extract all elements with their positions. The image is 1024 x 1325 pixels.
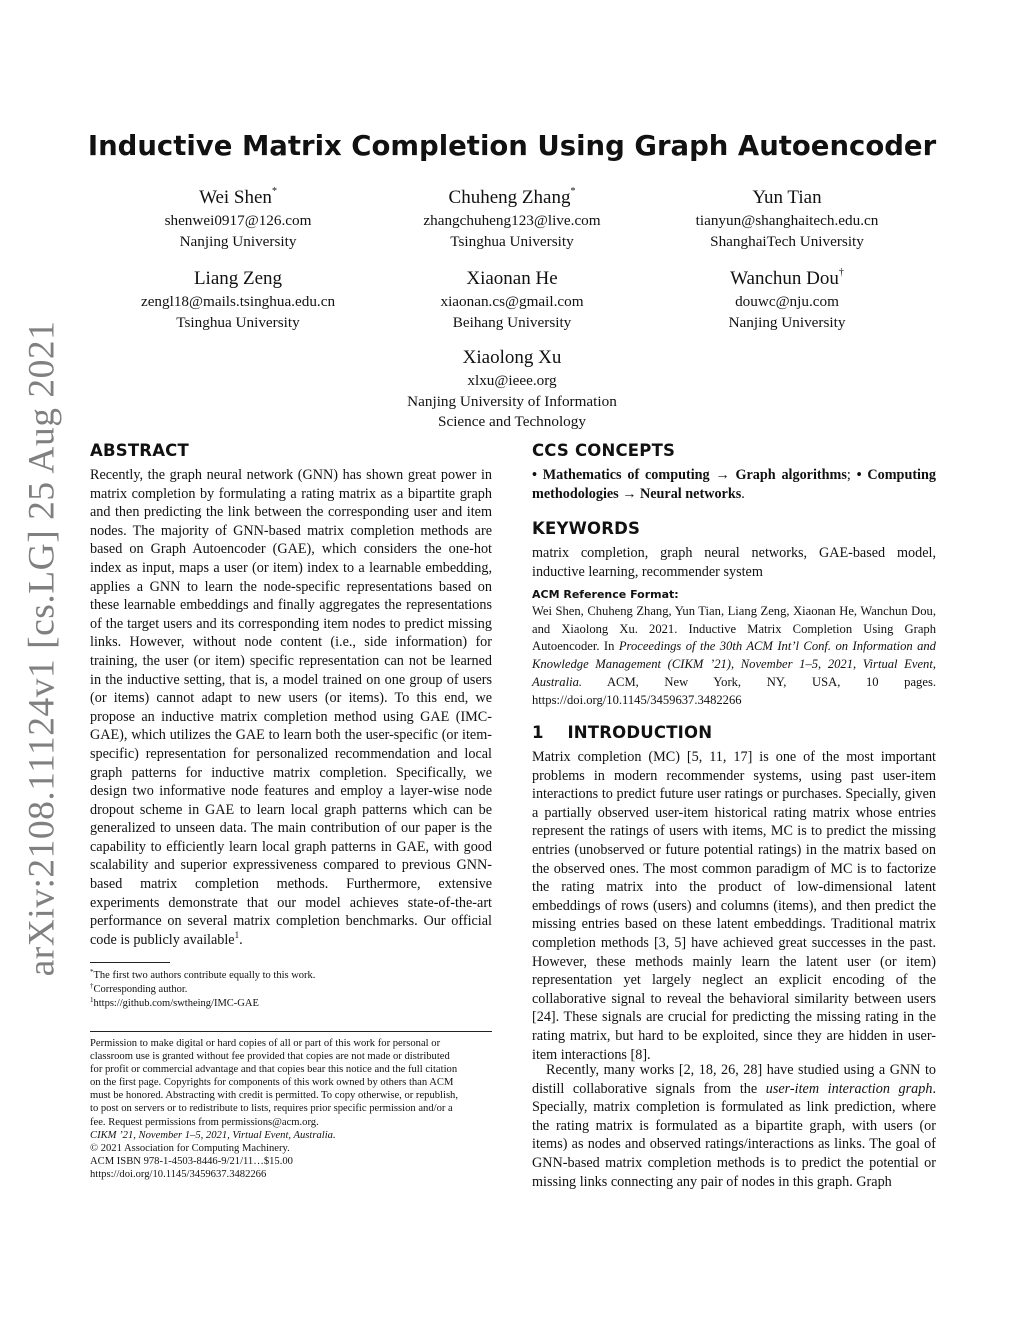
author-block	[362, 185, 662, 252]
author-affiliation: Tsinghua University	[450, 232, 574, 250]
author-block	[637, 185, 937, 252]
author-name: Xiaolong Xu	[462, 347, 562, 368]
author-affiliation: Nanjing University	[728, 313, 846, 331]
isbn-line: ACM ISBN 978-1-4503-8446-9/21/11…$15.00	[90, 1155, 293, 1167]
permission-rule	[90, 1031, 492, 1032]
doi-link[interactable]: https://doi.org/10.1145/3459637.3482266	[90, 1168, 267, 1180]
author-affiliation: Nanjing University	[179, 232, 297, 250]
ccs-concepts: • Mathematics of computing → Graph algorithms; • Computing methodologies → Neural networks.	[532, 467, 936, 502]
footnote: $^1$https://github.com/swtheing/IMC-GAE	[90, 996, 259, 1009]
footnote: †Corresponding author.	[90, 982, 188, 995]
author-email: zhangchuheng123@live.com	[423, 212, 601, 229]
author-name: Liang Zeng	[193, 268, 283, 289]
abstract-text: Recently, the graph neural network (GNN) has shown great power in matrix completion by formulating a rating matrix as a bipartite graph and then predicting the link between the corresponding user and item nodes. The majority of GNN-based matrix completion methods are based on Graph Autoencoder (GAE), which considers the one-hot index as input, maps a user (or item) index to a learnable embedding, applies a GNN to learn the node-specific representations based on these learnable embeddings and finally aggregates the representations of the target users and its corresponding item nodes to predict missing links. However, without node content (i.e., side information) for training, the user (or item) specific representation can not be learned in the inductive setting, that is, a model trained on one group of users (or items) cannot adapt to new users (or items). To this end, we propose an inductive matrix completion method using GAE (IMC-GAE), which utilizes the GAE to learn both the user-specific (or item-specific) representation for personalized recommendation and local graph patterns for inductive matrix completion. Specifically, we design two informative node features and employ a layer-wise node dropout scheme in GAE to learn local graph patterns which can be generalized to unseen data. The main contribution of our paper is the capability to efficiently learn local graph patterns in GAE, with good scalability and superior expressiveness compared to previous GNN-based matrix completion methods. Furthermore, extensive experiments demonstrate that our model achieves state-of-the-art performance on several matrix completion benchmarks. Our official code is publicly available$^1$.	[90, 467, 492, 948]
footnote-ref[interactable]: 1	[234, 929, 240, 940]
ccs-heading: CCS CONCEPTS	[532, 441, 676, 460]
arxiv-id: arXiv:2108.11124v1 [cs.LG] 25 Aug 2021	[21, 320, 63, 976]
author-name: Xiaonan He	[466, 268, 558, 289]
author-affiliation: Tsinghua University	[176, 313, 300, 331]
author-email: tianyun@shanghaitech.edu.cn	[695, 212, 879, 229]
author-email: xiaonan.cs@gmail.com	[440, 293, 584, 310]
author-affiliation-line2: Science and Technology	[438, 413, 586, 430]
author-email: douwc@nju.com	[735, 293, 839, 310]
conference-line: CIKM ’21, November 1–5, 2021, Virtual Event, Australia.	[90, 1129, 336, 1141]
author-block	[88, 185, 388, 252]
paper-title: Inductive Matrix Completion Using Graph Autoencoder	[87, 130, 937, 162]
keywords-heading: KEYWORDS	[532, 519, 641, 538]
author-name: Chuheng Zhang*	[448, 186, 576, 208]
abstract-heading: ABSTRACT	[90, 441, 189, 460]
author-email: zengl18@mails.tsinghua.edu.cn	[140, 293, 336, 310]
author-name: Wei Shen*	[199, 186, 277, 208]
footnote: *The first two authors contribute equally to this work.	[90, 968, 316, 981]
intro-paragraph-2: Recently, many works [2, 18, 26, 28] have studied using a GNN to distill collaborative signals from the user-item interaction graph. Specially, matrix completion is formulated as link prediction, where the rating matrix is formulated as a bipartite graph, with users (or items) as nodes and observed ratings/interactions as links. The goal of GNN-based matrix completion methods is to predict the potential or missing links connecting any pair of nodes in this graph. Graph	[532, 1062, 936, 1190]
author-affiliation: ShanghaiTech University	[710, 232, 864, 250]
code-link[interactable]: https://github.com/swtheing/IMC-GAE	[93, 998, 259, 1009]
copyright-line: © 2021 Association for Computing Machinery.	[90, 1142, 290, 1154]
author-block	[88, 266, 388, 333]
author-name: Yun Tian	[752, 187, 822, 208]
footnote-rule	[90, 962, 170, 963]
author-email: xlxu@ieee.org	[467, 372, 557, 389]
intro-paragraph-1: Matrix completion (MC) [5, 11, 17] is one of the most important problems in modern recommender systems, using past user-item interactions to predict future user ratings or purchases. Specially, given a partially observed user-item historical rating matrix whose entries represent the ratings of users with items, MC is to predict the missing entries (unobserved or future potential ratings) in the matrix based on the observed ones. The most common paradigm of MC is to factorize the rating matrix into the product of low-dimensional latent embeddings of rows (users) and columns (items), and then predict the missing entries based on these latent embeddings. Traditional matrix completion methods [3, 5] have achieved great successes in the past. However, these methods mainly learn the latent user (or item) representation yet largely neglect an explicit encoding of the collaborative signal to reveal the behavioral similarity between users [24]. These signals are crucial for predicting the missing rating in the rating matrix, but hard to be exploited, since they are hidden in user-item interactions [8].	[532, 749, 936, 1063]
author-block	[637, 266, 937, 333]
permission-notice: Permission to make digital or hard copies of all or part of this work for personal or classroom use is granted without fee provided that copies are not made or distributed for profit or commercial advantage and that copies bear this notice and the full citation on the first page. Copyrights for components of this work owned by others than ACM must be honored. Abstracting with credit is permitted. To copy otherwise, or republish, to post on servers or to redistribute to lists, requires prior specific permission and/or a fee. Request permissions from permissions@acm.org. CIKM ’21, November 1–5, 2021, Virtual Event, Australia. © 2021 Association for Computing Machinery. ACM ISBN 978-1-4503-8446-9/21/11…$15.00 https://doi.org/10.1145/3459637.3482266	[90, 1037, 492, 1181]
author-email: shenwei0917@126.com	[164, 212, 312, 229]
author-affiliation: Beihang University	[452, 313, 572, 331]
author-name: Wanchun Dou†	[730, 267, 844, 289]
acm-reference: Wei Shen, Chuheng Zhang, Yun Tian, Liang Zeng, Xiaonan He, Wanchun Dou, and Xiaolong Xu. 2021. Inductive Matrix Completion Using Graph Autoencoder. In Proceedings of the 30th ACM Int’l Conf. on Information and Knowledge Management (CIKM ’21), November 1–5, 2021, Virtual Event, Australia. ACM, New York, NY, USA, 10 pages. https://doi.org/10.1145/3459637.3482266	[532, 604, 936, 707]
author-block	[362, 345, 662, 433]
author-affiliation: Nanjing University of Information	[407, 392, 617, 410]
acm-ref-heading: ACM Reference Format:	[532, 588, 679, 601]
arxiv-stamp	[12, 320, 72, 976]
keywords-text: matrix completion, graph neural networks, GAE-based model, inductive learning, recommender system	[532, 545, 936, 580]
author-block	[362, 266, 662, 333]
introduction-heading: 1 INTRODUCTION	[532, 723, 713, 742]
